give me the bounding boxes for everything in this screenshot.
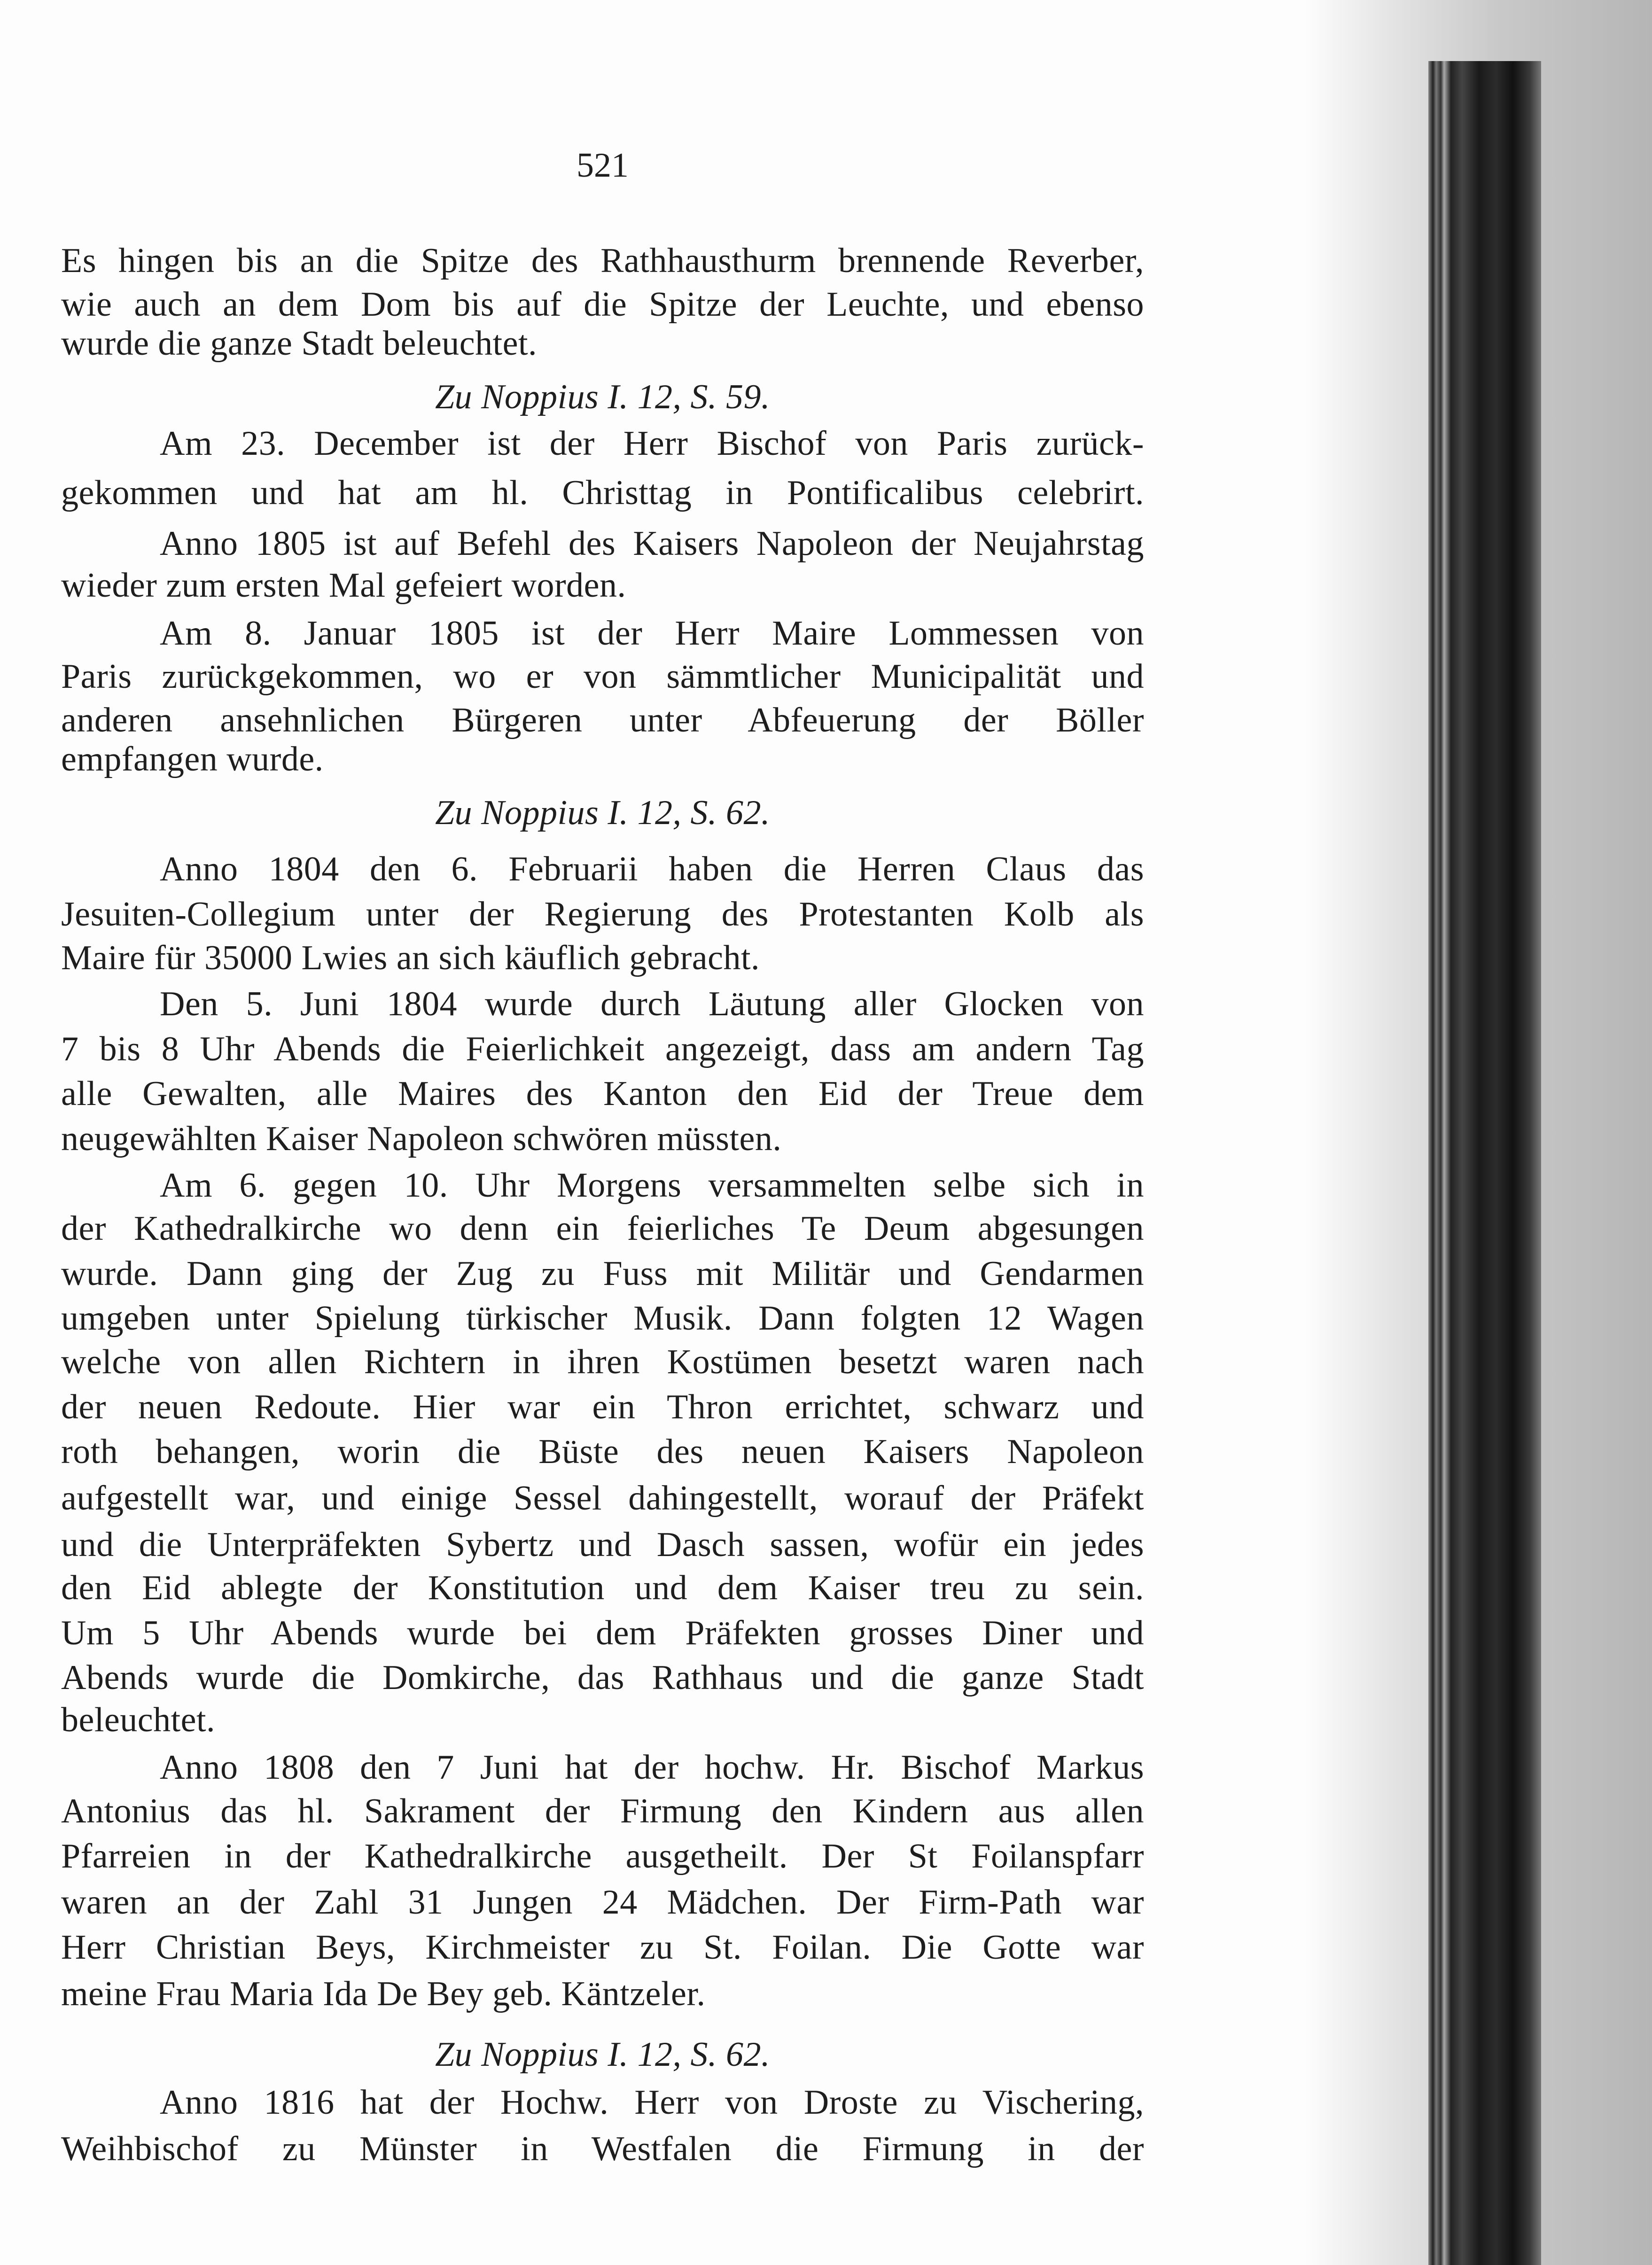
page-number: 521	[577, 146, 629, 185]
text-line: Jesuiten-Collegium unter der Regierung des Protestanten Kolb als	[61, 895, 1144, 934]
text-line: Anno 1816 hat der Hochw. Herr von Droste zu Vischering,	[160, 2083, 1144, 2122]
text-line: Weihbischof zu Münster in Westfalen die Firmung in der	[61, 2129, 1144, 2168]
text-line: Pfarreien in der Kathedralkirche ausgetheilt. Der St Foilanspfarr	[61, 1837, 1144, 1876]
text-line: welche von allen Richtern in ihren Kostümen besetzt waren nach	[61, 1342, 1144, 1381]
text-line: beleuchtet.	[61, 1700, 216, 1739]
text-line: und die Unterpräfekten Sybertz und Dasch sassen, wofür ein jedes	[61, 1525, 1144, 1564]
text-line: Den 5. Juni 1804 wurde durch Läutung aller Glocken von	[160, 985, 1144, 1024]
text-line: anderen ansehnlichen Bürgeren unter Abfeuerung der Böller	[61, 701, 1144, 739]
text-line: gekommen und hat am hl. Christtag in Pontificalibus celebrirt.	[61, 473, 1144, 512]
text-line: Anno 1804 den 6. Februarii haben die Herren Claus das	[160, 850, 1144, 889]
text-line: umgeben unter Spielung türkischer Musik. Dann folgten 12 Wagen	[61, 1299, 1144, 1338]
text-line: wieder zum ersten Mal gefeiert worden.	[61, 566, 626, 605]
text-line: der neuen Redoute. Hier war ein Thron errichtet, schwarz und	[61, 1387, 1144, 1426]
text-line: Am 6. gegen 10. Uhr Morgens versammelten selbe sich in	[160, 1166, 1144, 1205]
text-line: neugewählten Kaiser Napoleon schwören müssten.	[61, 1120, 782, 1159]
text-line: Es hingen bis an die Spitze des Rathhausthurm brennende Reverber,	[61, 241, 1144, 280]
text-line: roth behangen, worin die Büste des neuen Kaisers Napoleon	[61, 1432, 1144, 1471]
text-line: Paris zurückgekommen, wo er von sämmtlicher Municipalität und	[61, 657, 1144, 696]
section-heading: Zu Noppius I. 12, S. 62.	[435, 2035, 770, 2074]
text-line: meine Frau Maria Ida De Bey geb. Käntzeler.	[61, 1974, 706, 2013]
section-heading: Zu Noppius I. 12, S. 59.	[435, 378, 770, 417]
text-line: Am 8. Januar 1805 ist der Herr Maire Lommessen von	[160, 614, 1144, 653]
text-line: wurde. Dann ging der Zug zu Fuss mit Militär und Gendarmen	[61, 1254, 1144, 1293]
text-line: Anno 1805 ist auf Befehl des Kaisers Napoleon der Neujahrstag	[160, 524, 1144, 563]
text-line: aufgestellt war, und einige Sessel dahingestellt, worauf der Präfekt	[61, 1479, 1144, 1518]
text-line: der Kathedralkirche wo denn ein feierliches Te Deum abgesungen	[61, 1209, 1144, 1248]
section-heading: Zu Noppius I. 12, S. 62.	[435, 794, 770, 833]
text-line: wie auch an dem Dom bis auf die Spitze der Leuchte, und ebenso	[61, 285, 1144, 324]
text-line: Am 23. December ist der Herr Bischof von Paris zurück-	[160, 424, 1144, 463]
text-line: 7 bis 8 Uhr Abends die Feierlichkeit angezeigt, dass am andern Tag	[61, 1029, 1144, 1068]
text-line: waren an der Zahl 31 Jungen 24 Mädchen. Der Firm-Path war	[61, 1883, 1144, 1922]
text-line: wurde die ganze Stadt beleuchtet.	[61, 324, 538, 363]
book-binding	[1428, 61, 1541, 2265]
text-line: empfangen wurde.	[61, 740, 324, 779]
text-line: Um 5 Uhr Abends wurde bei dem Präfekten grosses Diner und	[61, 1613, 1144, 1652]
text-line: Antonius das hl. Sakrament der Firmung den Kindern aus allen	[61, 1792, 1144, 1830]
text-line: den Eid ablegte der Konstitution und dem Kaiser treu zu sein.	[61, 1569, 1144, 1608]
text-line: Abends wurde die Domkirche, das Rathhaus und die ganze Stadt	[61, 1658, 1144, 1697]
text-line: Anno 1808 den 7 Juni hat der hochw. Hr. Bischof Markus	[160, 1748, 1144, 1787]
text-line: Herr Christian Beys, Kirchmeister zu St. Foilan. Die Gotte war	[61, 1928, 1144, 1967]
text-line: Maire für 35000 Lwies an sich käuflich gebracht.	[61, 938, 760, 977]
text-line: alle Gewalten, alle Maires des Kanton den Eid der Treue dem	[61, 1074, 1144, 1113]
